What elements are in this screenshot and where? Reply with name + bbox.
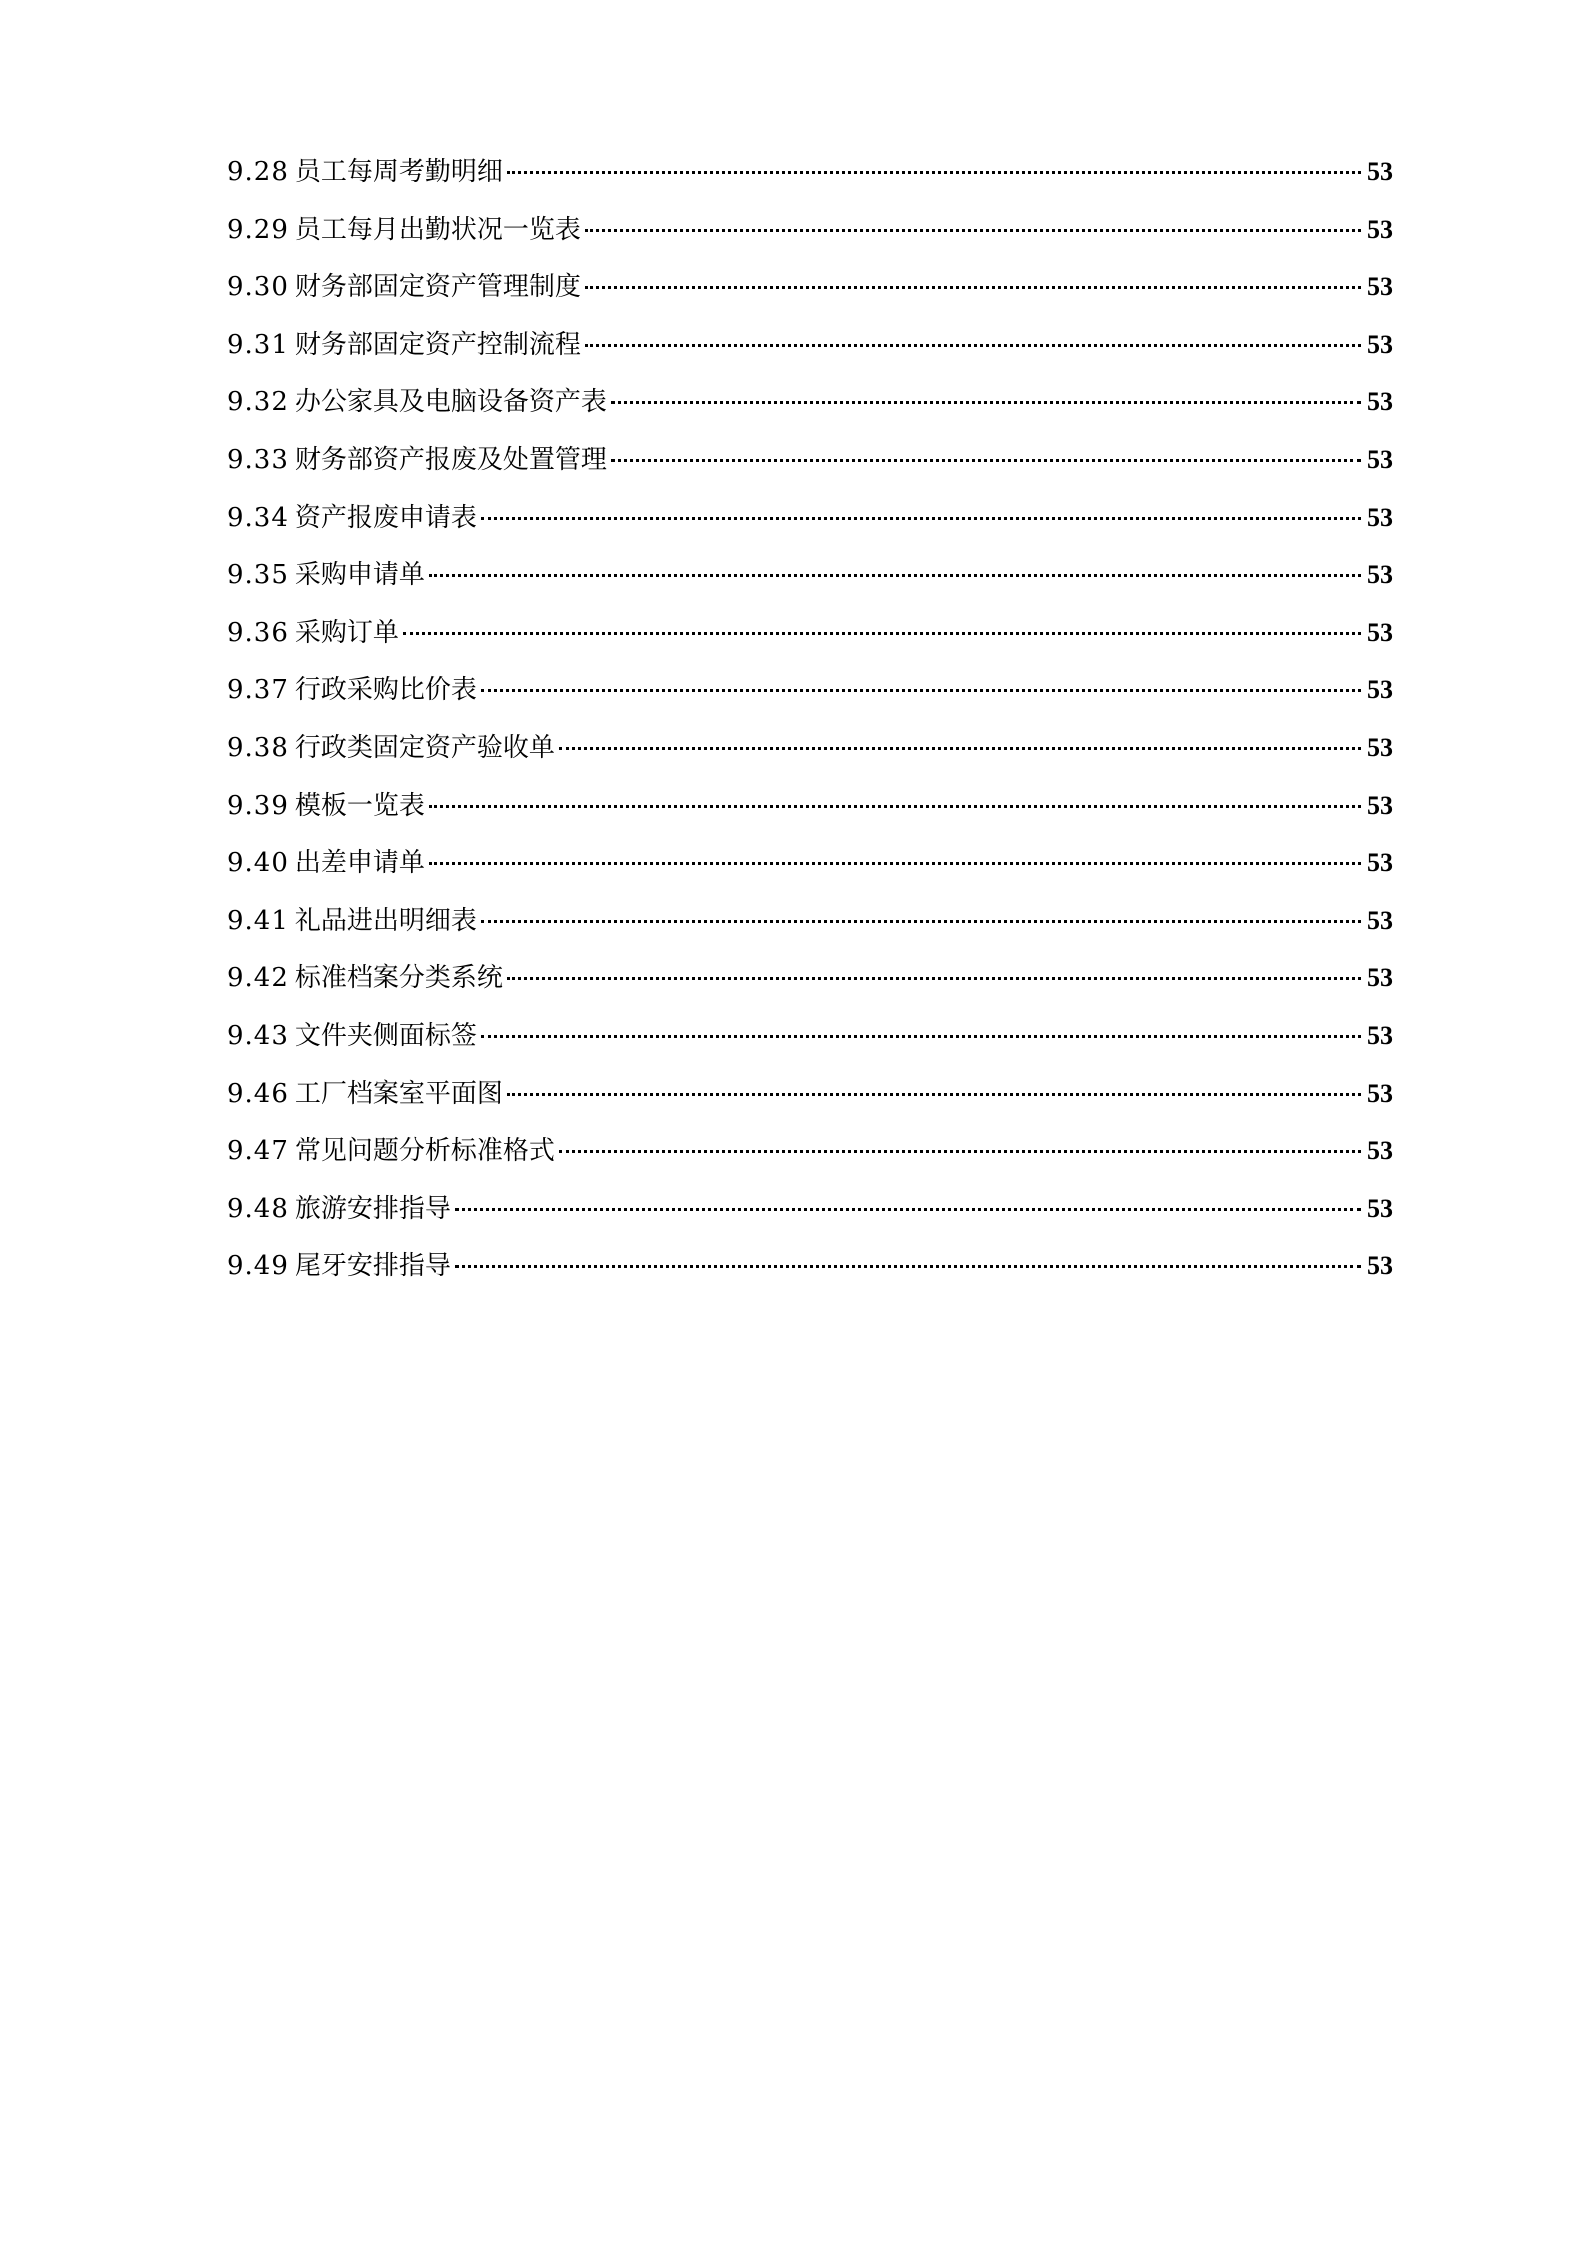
- toc-entry-page: 53: [1367, 790, 1393, 820]
- dot-leader: [585, 229, 1361, 232]
- toc-entry[interactable]: [227, 267, 1393, 325]
- toc-entry-title: 文件夹侧面标签: [294, 1020, 477, 1051]
- dot-leader: [429, 862, 1361, 865]
- toc-entry-number: 9.43: [227, 1020, 289, 1051]
- dot-leader: [481, 1035, 1361, 1038]
- toc-entry-title: 尾牙安排指导: [294, 1251, 451, 1282]
- toc-entry-number: 9.46: [227, 1078, 289, 1109]
- toc-entry-title: 模板一览表: [294, 790, 425, 821]
- toc-entry-title: 标准档案分类系统: [294, 963, 503, 994]
- toc-entry-number: 9.37: [227, 675, 289, 706]
- toc-entry-page: 53: [1367, 560, 1393, 590]
- toc-entry[interactable]: [227, 728, 1393, 786]
- toc-entry-number: 9.30: [227, 272, 289, 303]
- toc-entry-number: 9.36: [227, 617, 289, 648]
- toc-entry-number: 9.33: [227, 444, 289, 475]
- toc-entry-number: 9.29: [227, 214, 289, 245]
- toc-entry-title: 财务部固定资产控制流程: [294, 329, 581, 360]
- toc-entry[interactable]: [227, 1246, 1393, 1304]
- toc-entry-title: 常见问题分析标准格式: [294, 1136, 555, 1167]
- toc-entry-page: 53: [1367, 617, 1393, 647]
- dot-leader: [507, 977, 1361, 980]
- toc-entry-page: 53: [1367, 963, 1393, 993]
- toc-entry-page: 53: [1367, 675, 1393, 705]
- toc-entry[interactable]: [227, 325, 1393, 383]
- toc-entry-title: 办公家具及电脑设备资产表: [294, 387, 607, 418]
- toc-entry-title: 财务部资产报废及处置管理: [294, 444, 607, 475]
- toc-entry-title: 员工每月出勤状况一览表: [294, 214, 581, 245]
- toc-entry[interactable]: [227, 152, 1393, 210]
- toc-entry[interactable]: [227, 382, 1393, 440]
- toc-entry-title: 员工每周考勤明细: [294, 157, 503, 187]
- toc-entry[interactable]: [227, 901, 1393, 959]
- toc-entry[interactable]: [227, 1131, 1393, 1189]
- toc-entry-title: 资产报废申请表: [294, 502, 477, 533]
- toc-entry-page: 53: [1367, 214, 1393, 244]
- toc-entry-page: 53: [1367, 272, 1393, 302]
- dot-leader: [611, 459, 1361, 462]
- dot-leader: [585, 344, 1361, 347]
- toc-entry-page: 53: [1367, 732, 1393, 762]
- toc-entry[interactable]: [227, 1016, 1393, 1074]
- toc-entry-page: 53: [1367, 1136, 1393, 1166]
- toc-entry-title: 采购订单: [294, 617, 399, 648]
- toc-entry-title: 财务部固定资产管理制度: [294, 272, 581, 303]
- dot-leader: [507, 1093, 1361, 1096]
- toc-entry[interactable]: [227, 958, 1393, 1016]
- dot-leader: [481, 517, 1361, 520]
- toc-entry-page: 53: [1367, 329, 1393, 359]
- toc-entry-page: 53: [1367, 1020, 1393, 1050]
- toc-entry[interactable]: [227, 210, 1393, 268]
- dot-leader: [455, 1265, 1361, 1268]
- toc-entry-number: 9.38: [227, 732, 289, 763]
- dot-leader: [507, 171, 1361, 174]
- toc-entry-number: 9.41: [227, 905, 289, 936]
- toc-entry-number: 9.32: [227, 387, 289, 418]
- toc-entry-page: 53: [1367, 848, 1393, 878]
- dot-leader: [559, 747, 1361, 750]
- toc-entry-number: 9.34: [227, 502, 289, 533]
- dot-leader: [429, 805, 1361, 808]
- dot-leader: [585, 286, 1361, 289]
- toc-entry-number: 9.47: [227, 1136, 289, 1167]
- dot-leader: [403, 632, 1361, 635]
- toc-entry-page: 53: [1367, 905, 1393, 935]
- toc-entry-title: 采购申请单: [294, 560, 425, 591]
- toc-entry[interactable]: [227, 1074, 1393, 1132]
- toc-entry[interactable]: [227, 843, 1393, 901]
- toc-entry-page: 53: [1367, 387, 1393, 417]
- toc-entry[interactable]: [227, 498, 1393, 556]
- toc-entry-page: 53: [1367, 502, 1393, 532]
- toc-entry-number: 9.28: [227, 157, 289, 187]
- toc-entry-number: 9.39: [227, 790, 289, 821]
- toc-entry-title: 行政类固定资产验收单: [294, 732, 555, 763]
- toc-entry-title: 旅游安排指导: [294, 1193, 451, 1224]
- toc-entry-number: 9.31: [227, 329, 289, 360]
- toc-entry-number: 9.40: [227, 848, 289, 879]
- toc-entry-number: 9.42: [227, 963, 289, 994]
- toc-entry[interactable]: [227, 440, 1393, 498]
- dot-leader: [429, 574, 1361, 577]
- toc-entry-number: 9.35: [227, 560, 289, 591]
- toc-entry-title: 工厂档案室平面图: [294, 1078, 503, 1109]
- toc-entry-title: 出差申请单: [294, 848, 425, 879]
- dot-leader: [611, 401, 1361, 404]
- toc-entry-number: 9.48: [227, 1193, 289, 1224]
- toc-entry-page: 53: [1367, 157, 1393, 186]
- toc-entry-page: 53: [1367, 1078, 1393, 1108]
- dot-leader: [455, 1208, 1361, 1211]
- toc-entry-number: 9.49: [227, 1251, 289, 1282]
- dot-leader: [559, 1150, 1361, 1153]
- toc-entry[interactable]: [227, 555, 1393, 613]
- dot-leader: [481, 689, 1361, 692]
- toc-entry-page: 53: [1367, 1251, 1393, 1281]
- toc-entry-page: 53: [1367, 444, 1393, 474]
- dot-leader: [481, 920, 1361, 923]
- toc-entry[interactable]: [227, 1189, 1393, 1247]
- toc-entry[interactable]: [227, 670, 1393, 728]
- toc-entry-title: 礼品进出明细表: [294, 905, 477, 936]
- toc-entry[interactable]: [227, 786, 1393, 844]
- toc-entry-title: 行政采购比价表: [294, 675, 477, 706]
- toc-entry-page: 53: [1367, 1193, 1393, 1223]
- table-of-contents: [227, 152, 1393, 1304]
- toc-entry[interactable]: [227, 613, 1393, 671]
